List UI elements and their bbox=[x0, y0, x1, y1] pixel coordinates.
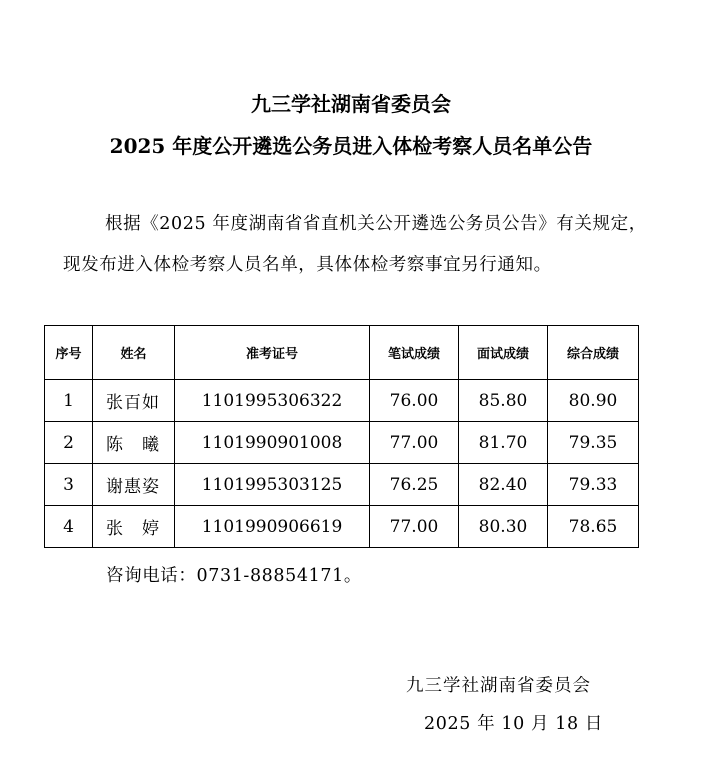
cell-index: 1 bbox=[45, 380, 93, 422]
cell-written-score: 76.25 bbox=[370, 464, 459, 506]
contact-phone: 咨询电话：0731-88854171。 bbox=[106, 566, 362, 586]
cell-interview-score: 80.30 bbox=[459, 506, 548, 548]
table-row bbox=[45, 506, 639, 548]
col-header-interview-score: 面试成绩 bbox=[459, 326, 548, 380]
cell-exam-id: 1101990906619 bbox=[175, 506, 370, 548]
signature-org: 九三学社湖南省委员会 bbox=[406, 676, 591, 696]
cell-index: 3 bbox=[45, 464, 93, 506]
table-row bbox=[45, 422, 639, 464]
notice-title: 2025 年度公开遴选公务员进入体检考察人员名单公告 bbox=[109, 134, 593, 158]
notice-body-paragraph: 根据《2025 年度湖南省省直机关公开遴选公务员公告》有关规定，现发布进入体检考察人员名单，具体体检考察事宜另行通知。 bbox=[63, 214, 647, 275]
col-header-index: 序号 bbox=[45, 326, 93, 380]
cell-name: 谢惠姿 bbox=[93, 464, 175, 506]
cell-written-score: 77.00 bbox=[370, 506, 459, 548]
cell-total-score: 80.90 bbox=[548, 380, 639, 422]
cell-name: 张 婷 bbox=[93, 506, 175, 548]
col-header-total-score: 综合成绩 bbox=[548, 326, 639, 380]
candidate-table bbox=[44, 325, 639, 548]
cell-name: 张百如 bbox=[93, 380, 175, 422]
cell-interview-score: 81.70 bbox=[459, 422, 548, 464]
cell-total-score: 79.33 bbox=[548, 464, 639, 506]
cell-total-score: 78.65 bbox=[548, 506, 639, 548]
col-header-name: 姓名 bbox=[93, 326, 175, 380]
cell-index: 4 bbox=[45, 506, 93, 548]
col-header-exam-id: 准考证号 bbox=[175, 326, 370, 380]
cell-interview-score: 85.80 bbox=[459, 380, 548, 422]
signature-date: 2025 年 10 月 18 日 bbox=[424, 714, 603, 734]
cell-exam-id: 1101990901008 bbox=[175, 422, 370, 464]
notice-title-org: 九三学社湖南省委员会 bbox=[251, 92, 451, 116]
table-header-row bbox=[45, 326, 639, 380]
cell-written-score: 77.00 bbox=[370, 422, 459, 464]
cell-exam-id: 1101995306322 bbox=[175, 380, 370, 422]
cell-written-score: 76.00 bbox=[370, 380, 459, 422]
cell-exam-id: 1101995303125 bbox=[175, 464, 370, 506]
cell-index: 2 bbox=[45, 422, 93, 464]
cell-name: 陈 曦 bbox=[93, 422, 175, 464]
cell-interview-score: 82.40 bbox=[459, 464, 548, 506]
table-row bbox=[45, 380, 639, 422]
cell-total-score: 79.35 bbox=[548, 422, 639, 464]
table-row bbox=[45, 464, 639, 506]
col-header-written-score: 笔试成绩 bbox=[370, 326, 459, 380]
